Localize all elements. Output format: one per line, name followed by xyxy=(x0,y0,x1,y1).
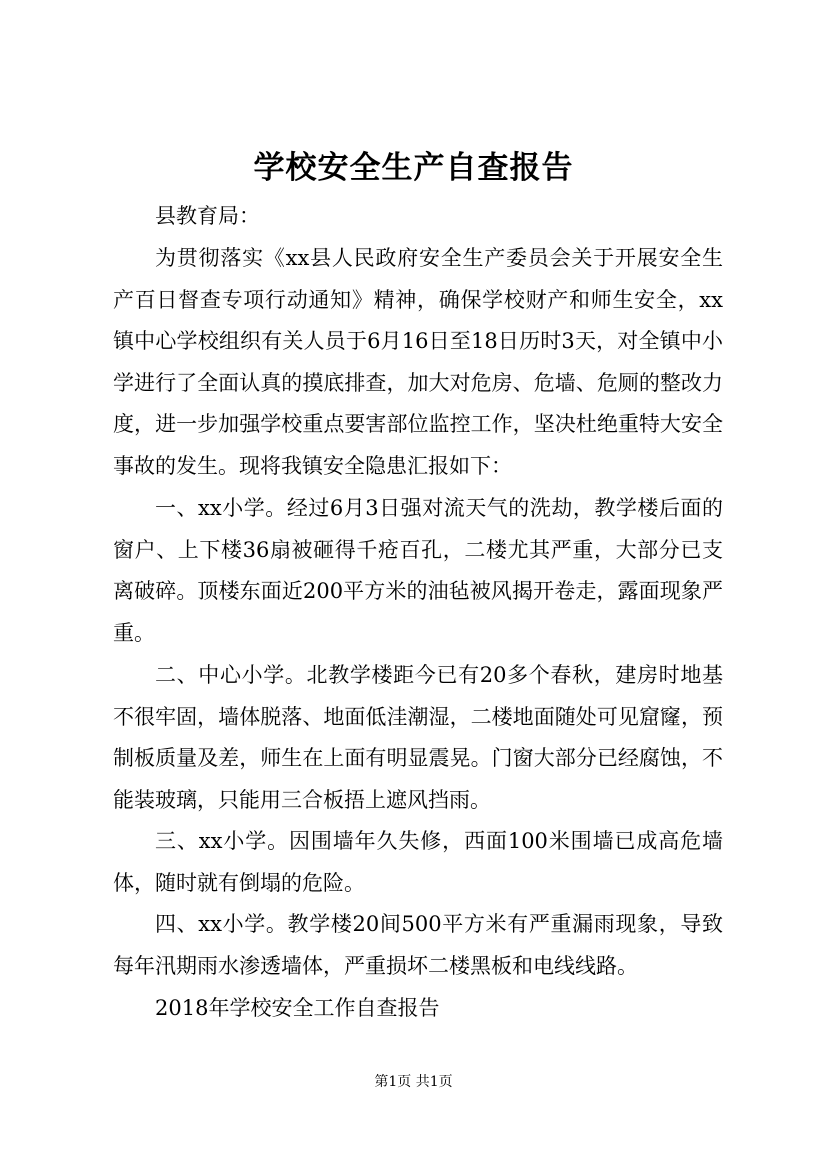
paragraph-text: 为贯彻落实《xx县人民政府安全生产委员会关于开展安全生产百日督查专项行动通知》精神，确保学校财产和师生安全，xx镇中心学校组织有关人员于6月16日至18日历时3天，对全镇中小学进行了全面认真的摸底排查，加大对危房、危墙、危厕的整改力度，进一步加强学校重点要害部位监控工作，坚决杜绝重特大安全事故的发生。现将我镇安全隐患汇报如下： xyxy=(113,246,723,478)
paragraph-text: 三、xx小学。因围墙年久失修，西面100米围墙已成高危墙体，随时就有倒塌的危险。 xyxy=(113,829,723,895)
paragraph-text: 2018年学校安全工作自查报告 xyxy=(155,996,440,1020)
paragraph-subheading xyxy=(113,988,723,1030)
document-title: 学校安全生产自查报告 xyxy=(253,150,574,186)
paragraph-item-2 xyxy=(113,655,723,821)
paragraph-intro xyxy=(113,238,723,488)
paragraph-item-3 xyxy=(113,821,723,904)
salutation xyxy=(113,196,723,238)
paragraph-item-4 xyxy=(113,904,723,987)
paragraph-text: 二、中心小学。北教学楼距今已有20多个春秋，建房时地基不很牢固，墙体脱落、地面低洼潮湿，二楼地面随处可见窟窿，预制板质量及差，师生在上面有明显震晃。门窗大部分已经腐蚀，不能装玻璃，只能用三合板捂上遮风挡雨。 xyxy=(113,663,723,812)
paragraph-item-1 xyxy=(113,488,723,654)
paragraph-text: 一、xx小学。经过6月3日强对流天气的洗劫，教学楼后面的窗户、上下楼36扇被砸得千疮百孔，二楼尤其严重，大部分已支离破碎。顶楼东面近200平方米的油毡被风揭开卷走，露面现象严重。 xyxy=(113,496,723,645)
paragraph-text: 四、xx小学。教学楼20间500平方米有严重漏雨现象，导致每年汛期雨水渗透墙体，严重损坏二楼黑板和电线线路。 xyxy=(113,912,723,978)
salutation-text: 县教育局： xyxy=(155,204,260,228)
page-footer: 第1页 共1页 xyxy=(374,1074,453,1090)
